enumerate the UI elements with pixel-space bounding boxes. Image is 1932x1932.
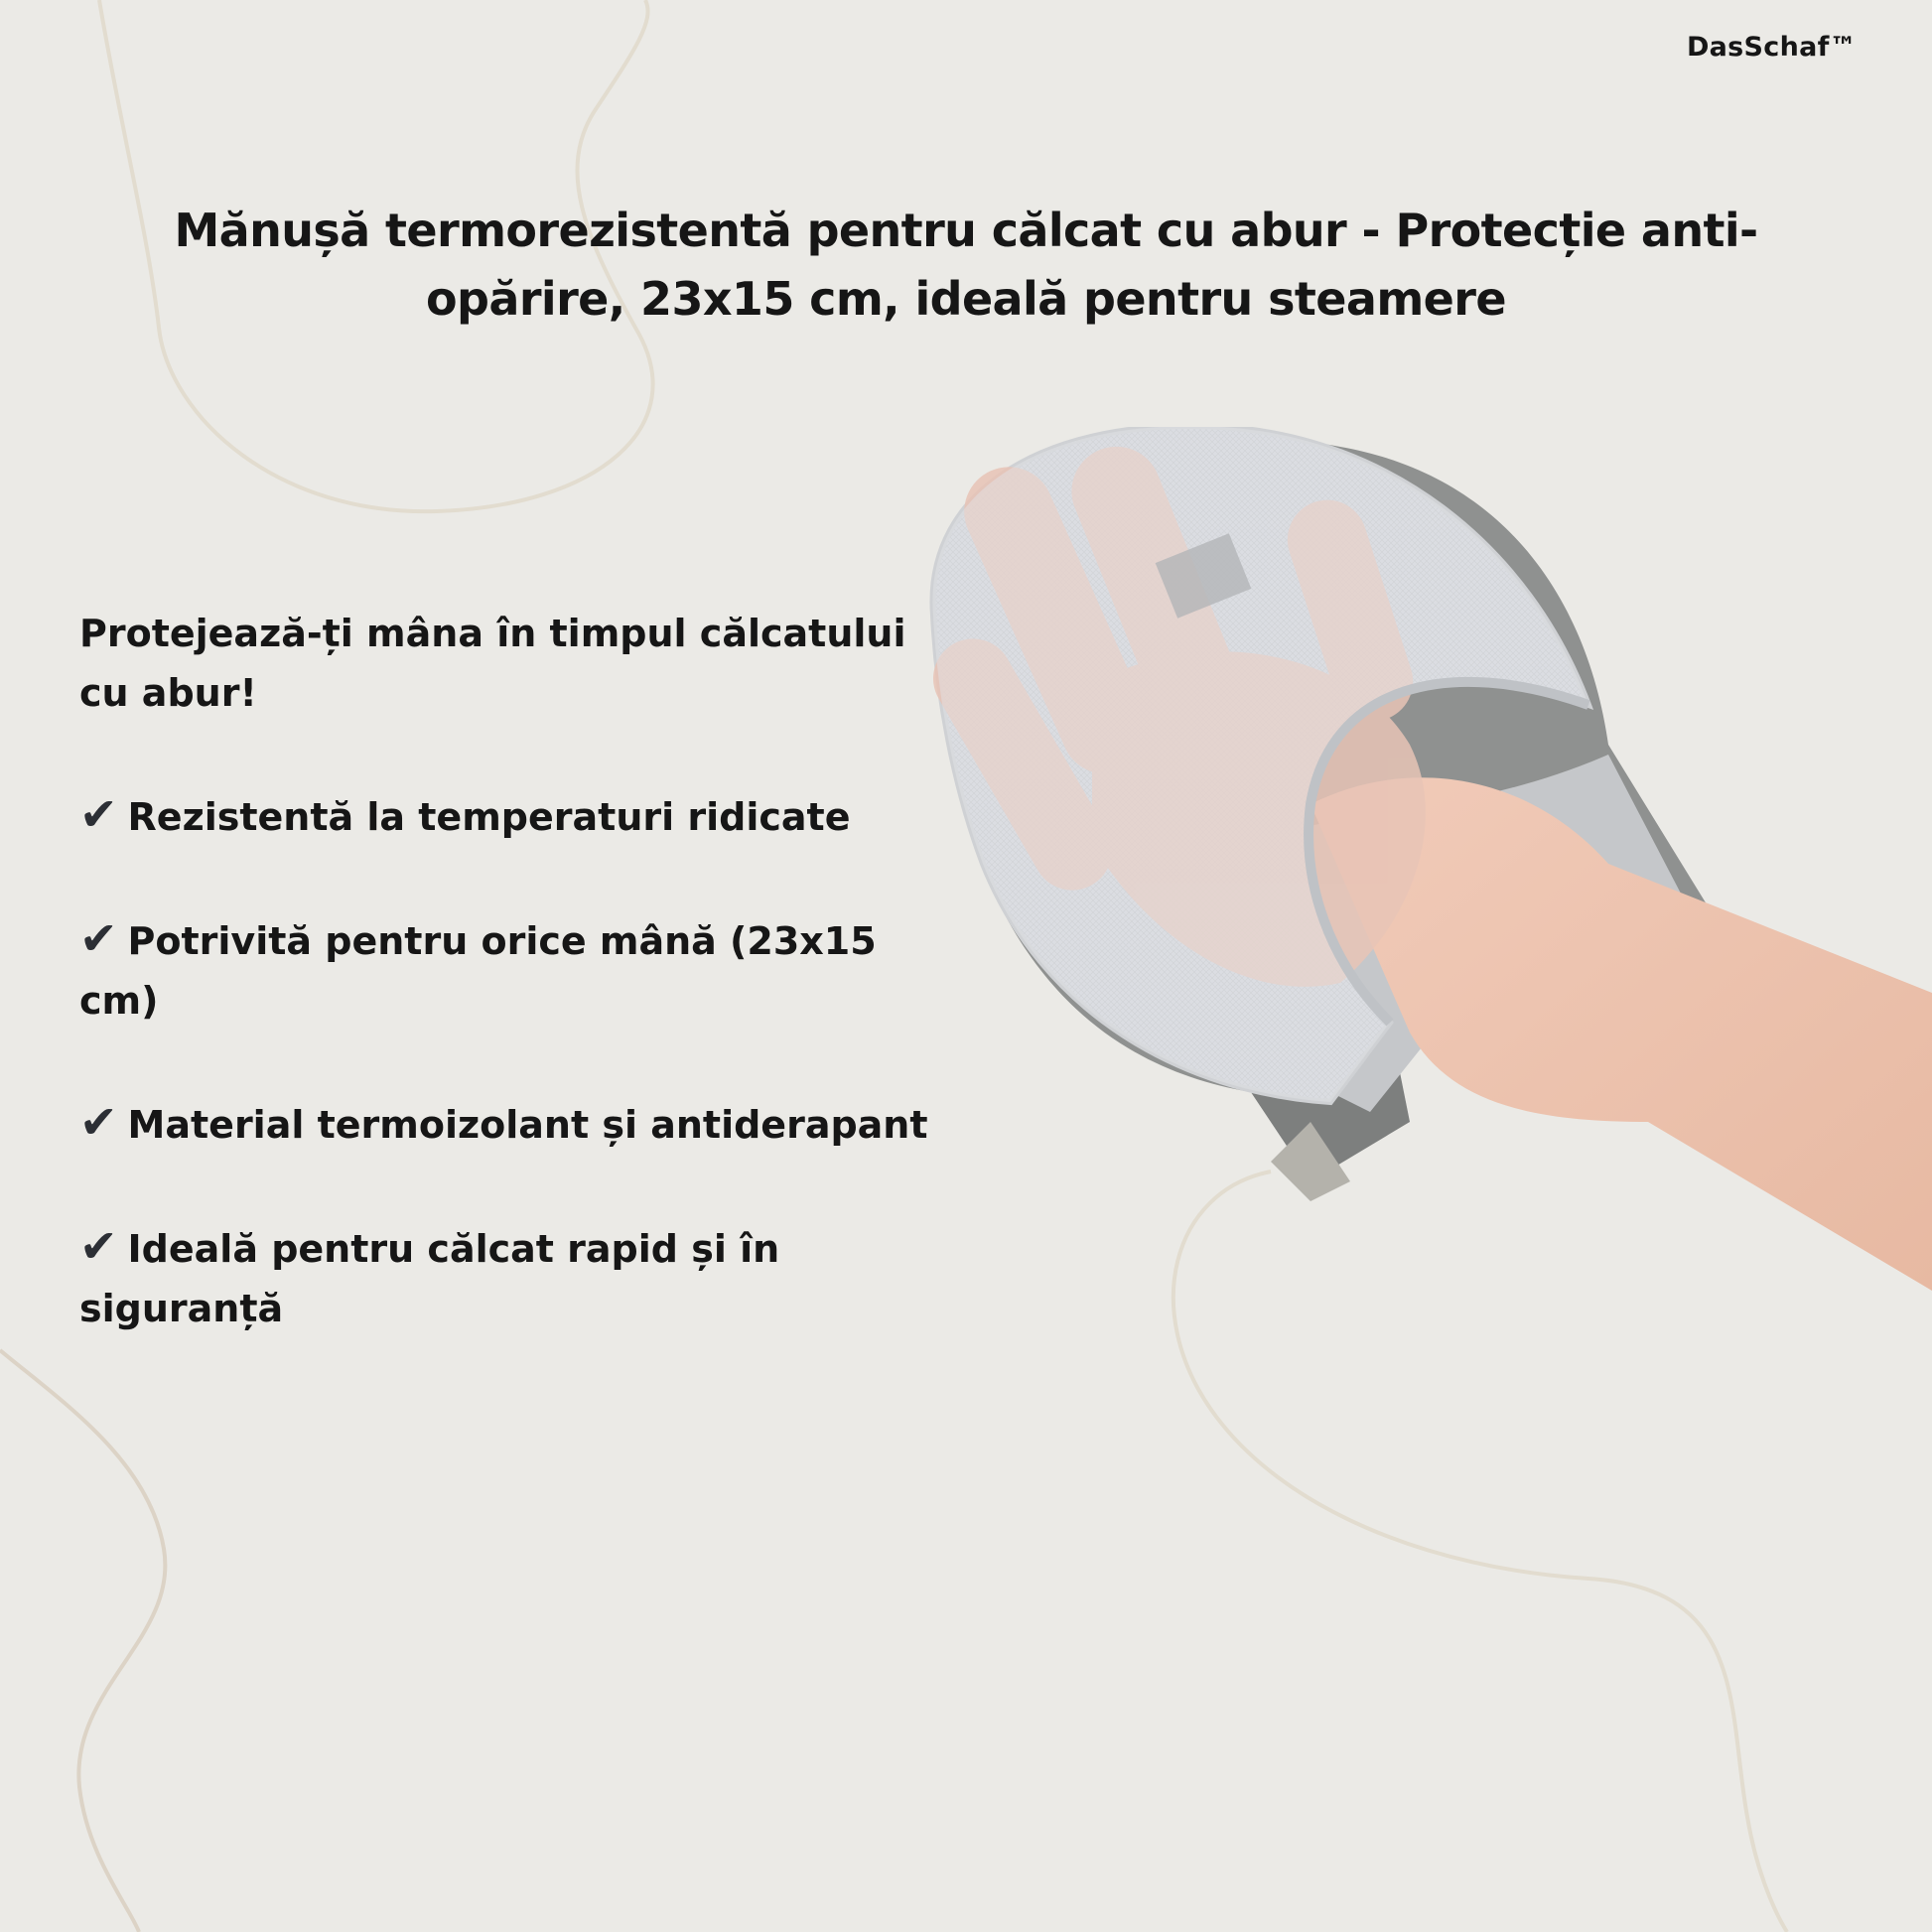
feature-text: Material termoizolant și antiderapant [127,1103,928,1147]
brand-logo: DasSchaf™ [1686,32,1857,63]
list-item [79,1092,953,1155]
list-item [79,1216,953,1338]
check-icon: ✔ [79,787,118,841]
feature-text: Rezistentă la temperaturi ridicate [127,795,851,839]
intro-text: Protejează-ți mâna în timpul călcatului cu abur! [79,612,906,715]
product-photo-glove [894,427,1932,1539]
check-icon: ✔ [79,911,118,965]
check-icon: ✔ [79,1095,118,1149]
list-item [79,784,953,847]
feature-list [79,784,953,1400]
feature-text: Ideală pentru călcat rapid și în siguranță [79,1227,780,1330]
feature-text: Potrivită pentru orice mână (23x15 cm) [79,919,877,1023]
check-icon: ✔ [79,1219,118,1273]
page-title: Mănușă termorezistentă pentru călcat cu abur - Protecție anti-opărire, 23x15 cm, ideală pentru steamere [174,204,1758,326]
list-item [79,908,953,1031]
